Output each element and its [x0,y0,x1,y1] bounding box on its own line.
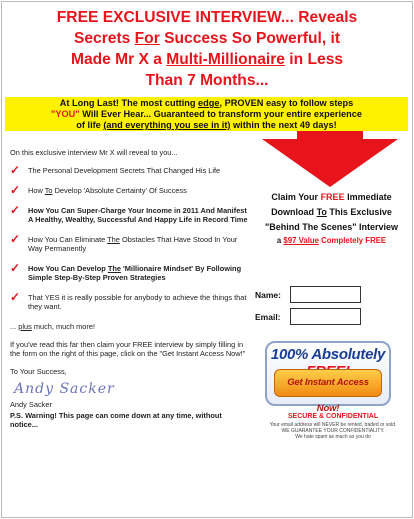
cta-free-text: 100% Absolutely [270,346,386,363]
check-icon: ✓ [10,261,21,275]
benefits-column [10,148,250,429]
benefit-item: ✓ The Personal Development Secrets That Changed His Life [10,163,221,177]
check-icon: ✓ [10,183,21,197]
headline-line-3: Made Mr X a Multi-Millionaire in Less [70,51,344,68]
instruction-text: If you've read this far then claim your FREE interview by simply filling in the form on the right of this page, click on the "Get Instant Access Now!" [10,340,246,358]
optin-box [254,190,409,245]
headline [10,7,404,91]
closing-text: To Your Success, [10,367,67,376]
intro-text: On this exclusive interview Mr X will reveal to you... [10,148,178,157]
name-input[interactable] [290,286,361,303]
claim-heading: Claim Your FREE Immediate Download To This Exclusive "Behind The Scenes" Interview [264,192,399,232]
value-text: a $97 Value Completely FREE [276,236,387,245]
check-icon: ✓ [10,163,21,177]
email-input[interactable] [290,308,361,325]
check-icon: ✓ [10,290,21,304]
down-arrow-icon [262,139,398,187]
author-name: Andy Sacker [10,400,52,409]
postscript: P.S. Warning! This page can come down at any time, without notice... [10,411,222,429]
headline-line-1: FREE EXCLUSIVE INTERVIEW... Reveals [56,9,358,26]
benefit-item: ✓ How To Develop 'Absolute Certainty' Of Success [10,183,187,197]
headline-line-4: Than 7 Months... [145,72,269,89]
secure-line: Your email address will NEVER be rented, traded or sold. [269,422,397,428]
secure-line: We hate spam as much as you do [295,434,371,440]
subheadline-banner: At Long Last! The most cutting edge, PROVEN easy to follow steps "YOU" Will Ever Hear... Guaranteed to transform your entire experience of life (and everything you see in it) within the next 49 days! [5,97,408,131]
cta-badge [265,341,391,414]
plus-more-text: ... plus much, much more! [10,322,96,331]
headline-line-2: Secrets For Success So Powerful, it [73,30,341,47]
benefit-item: ✓ How You Can Develop The 'Millionaire Mindset' By Following Simple Step-By-Step Proven Strategies [10,261,242,282]
check-icon: ✓ [10,232,21,246]
benefit-item: ✓ That YES it is really possible for anybody to achieve the things that they want. [10,290,247,311]
secure-title: SECURE & CONFIDENTIAL [287,413,379,420]
privacy-notice [258,413,408,440]
email-label: Email: [255,312,281,322]
benefit-item: ✓ How You Can Eliminate The Obstacles That Have Stood In Your Way Permanently [10,232,238,253]
signature: Andy Sacker [14,381,115,397]
get-instant-access-button[interactable]: Get Instant Access Now! [274,369,382,397]
secure-line: WE GUARANTEE YOUR CONFIDENTIALITY. [281,428,385,434]
name-label: Name: [255,290,281,300]
check-icon: ✓ [10,203,21,217]
benefit-item: ✓ How You Can Super-Charge Your Income in 2011 And Manifest A Healthy, Wealthy, Successful And Happy Life in Record Time [10,203,248,224]
